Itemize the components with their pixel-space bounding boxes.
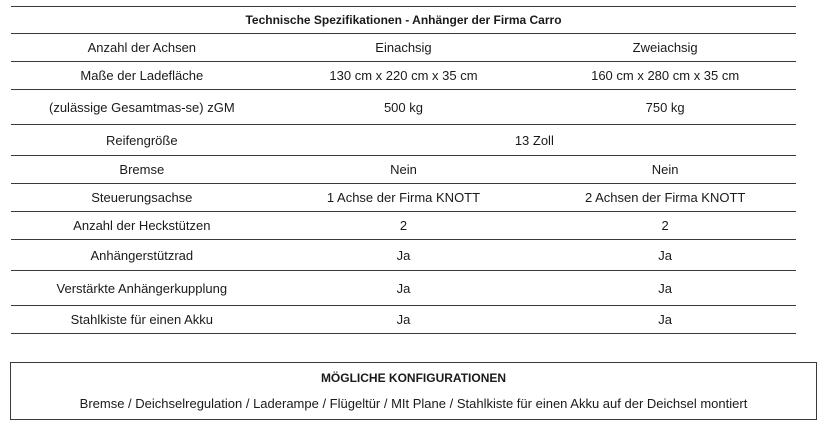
cell-single-axle: Ja — [273, 271, 535, 306]
cell-single-axle: 2 — [273, 212, 535, 240]
cell-double-axle: 2 — [534, 212, 796, 240]
row-label: Verstärkte Anhängerkupplung — [11, 271, 273, 306]
cell-double-axle: Ja — [534, 240, 796, 271]
cell-single-axle: 1 Achse der Firma KNOTT — [273, 184, 535, 212]
cell-double-axle: Nein — [534, 156, 796, 184]
cell-double-axle: Zweiachsig — [534, 34, 796, 62]
configurations-box — [10, 362, 817, 420]
table-row — [11, 271, 796, 306]
configurations-title: MÖGLICHE KONFIGURATIONEN — [320, 371, 507, 385]
cell-single-axle: 130 cm x 220 cm x 35 cm — [273, 62, 535, 90]
table-row — [11, 90, 796, 125]
cell-single-axle: Einachsig — [273, 34, 535, 62]
row-label: Anhängerstützrad — [11, 240, 273, 271]
row-label: Steuerungsachse — [11, 184, 273, 212]
row-label: Anzahl der Achsen — [11, 34, 273, 62]
row-label: Bremse — [11, 156, 273, 184]
table-row — [11, 156, 796, 184]
table-title: Technische Spezifikationen - Anhänger der Firma Carro — [11, 7, 796, 34]
spec-table — [11, 6, 796, 334]
cell-double-axle: Ja — [534, 306, 796, 334]
row-label: Maße der Ladefläche — [11, 62, 273, 90]
table-row — [11, 306, 796, 334]
table-title-row — [11, 7, 796, 34]
cell-double-axle: 2 Achsen der Firma KNOTT — [534, 184, 796, 212]
cell-single-axle: Ja — [273, 240, 535, 271]
cell-single-axle: Ja — [273, 306, 535, 334]
row-label: Anzahl der Heckstützen — [11, 212, 273, 240]
cell-single-axle: 500 kg — [273, 90, 535, 125]
cell-double-axle: 160 cm x 280 cm x 35 cm — [534, 62, 796, 90]
configurations-text: Bremse / Deichselregulation / Laderampe / Flügeltür / MIt Plane / Stahlkiste für einen Akku auf der Deichsel montiert — [79, 396, 748, 411]
table-row — [11, 34, 796, 62]
row-label: (zulässige Gesamtmas-se) zGM — [11, 90, 273, 125]
table-row — [11, 62, 796, 90]
row-label: Stahlkiste für einen Akku — [11, 306, 273, 334]
row-label: Reifengröße — [11, 125, 273, 156]
cell-double-axle: Ja — [534, 271, 796, 306]
cell-single-axle: Nein — [273, 156, 535, 184]
table-row — [11, 184, 796, 212]
table-row — [11, 125, 796, 156]
cell-double-axle: 750 kg — [534, 90, 796, 125]
table-row — [11, 212, 796, 240]
table-row — [11, 240, 796, 271]
cell-merged: 13 Zoll — [273, 125, 796, 156]
